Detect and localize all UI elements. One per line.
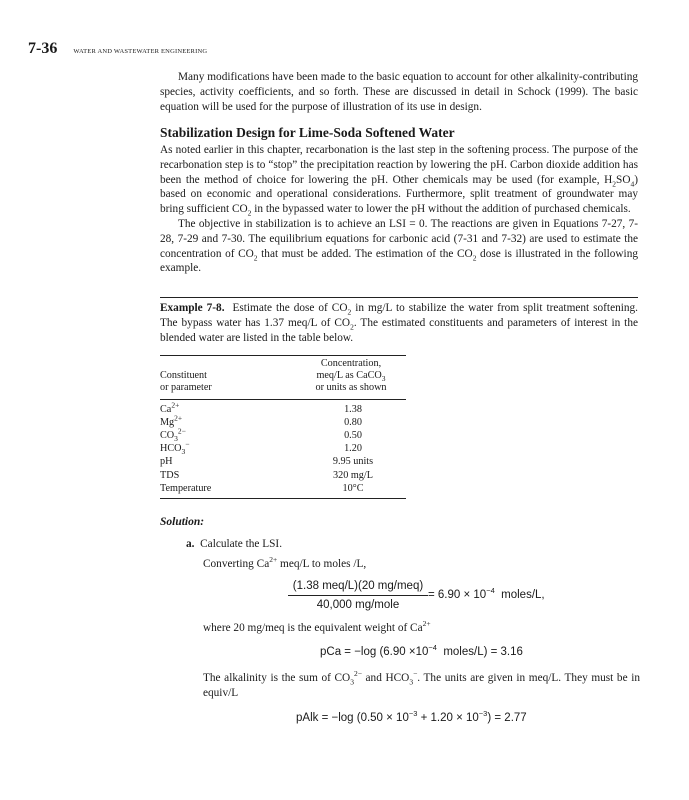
palk-equation: pAlk = −log $(0.50 \times 10^{-3} + 1.20 \times 10^{-3}) = 2.77$ bbox=[296, 709, 527, 724]
constituent-cell: pH bbox=[160, 456, 173, 468]
constituent-cell: TDS bbox=[160, 469, 180, 481]
example-paragraph: Example 7-8. Estimate the dose of $CO_2$ in mg/L to stabilize the water from split treatment softening. The bypass water has 1.37 meq/L of $CO_2$. The estimated constituents and parameters of interest in the blended water are listed in the table below. bbox=[160, 302, 638, 344]
converting-text: Converting $Ca^{2+}$ meq/L to moles /L, bbox=[203, 555, 367, 570]
constituent-cell: $Mg^{2+}$ bbox=[160, 413, 183, 428]
constituent-cell: $HCO_3^-$ bbox=[160, 439, 190, 457]
conversion-fraction bbox=[288, 580, 428, 611]
table-header bbox=[160, 358, 406, 395]
value-cell: 320 mg/L bbox=[333, 469, 373, 481]
table-row bbox=[160, 400, 406, 416]
section-heading: Stabilization Design for Lime-Soda Softened Water bbox=[160, 125, 455, 140]
fraction-result: = $6.90 \times 10^{-4}$ moles/L, bbox=[428, 586, 545, 601]
constituent-cell: Temperature bbox=[160, 482, 212, 494]
section-paragraph-1: As noted earlier in this chapter, recarbonation is the last step in the softening process. The purpose of the recarbonation step is to “stop” the precipitation reaction by lowering the pH. Carbon dioxide addition has been the method of choice for lowering the pH. Other chemicals may be used (for example, $H_2SO_4$) based on economic and operational considerations. Furthermore, split treatment of groundwater may bring sufficient $CO_2$ in the bypassed water to lower the pH without the addition of purchased chemicals. bbox=[160, 144, 638, 218]
value-cell: 1.38 bbox=[344, 403, 362, 415]
constituent-cell: $Ca^{2+}$ bbox=[160, 400, 180, 415]
constituents-table bbox=[160, 355, 406, 499]
solution-label: Solution: bbox=[160, 516, 205, 528]
table-row bbox=[160, 455, 406, 468]
section-paragraph-2: The objective in stabilization is to achieve an LSI = 0. The reactions are given in Equations 7-27, 7-28, 7-29 and 7-30. The equilibrium equations for carbonic acid (7-31 and 7-32) are used to estimate the concentration of $CO_2$ that must be added. The estimation of the $CO_2$ dose is illustrated in the following example. bbox=[160, 218, 638, 275]
table-row bbox=[160, 439, 406, 457]
col-header-constituent: Constituent or parameter bbox=[160, 370, 212, 394]
col-header-concentration: Concentration, meq/L as CaCO$_3$ or units as shown bbox=[315, 358, 387, 394]
pca-equation: pCa = −log ($6.90 \times 10^{-4}$ moles/L) = 3.16 bbox=[320, 643, 523, 658]
table-body bbox=[160, 400, 406, 498]
table-row bbox=[160, 413, 406, 429]
table-bottom-rule bbox=[160, 498, 406, 499]
intro-paragraph: Many modifications have been made to the basic equation to account for other alkalinity-contributing species, activity coefficients, and so forth. These are discussed in detail in Schock (1999). The basic equation will be used for the purpose of illustration of its use in design. bbox=[160, 71, 638, 113]
alkalinity-text: The alkalinity is the sum of $CO_3^{2-}$ and $HCO_3^-$. The units are given in meq/L. They must be in equiv/L bbox=[203, 669, 640, 699]
table-row bbox=[160, 469, 406, 482]
page-header bbox=[28, 40, 207, 58]
example-top-rule bbox=[160, 297, 638, 298]
value-cell: 1.20 bbox=[344, 443, 362, 455]
fraction-numerator: (1.38 meq/L)(20 mg/meq) bbox=[288, 580, 428, 596]
value-cell: 10°C bbox=[342, 482, 364, 494]
running-title: WATER AND WASTEWATER ENGINEERING bbox=[73, 48, 208, 55]
example-label: Example 7-8. bbox=[160, 302, 225, 314]
step-a: a. Calculate the LSI. bbox=[186, 538, 283, 550]
table-row bbox=[160, 482, 406, 495]
value-cell: 9.95 units bbox=[332, 456, 374, 468]
table-top-rule bbox=[160, 355, 406, 356]
value-cell: 0.80 bbox=[344, 416, 362, 428]
value-cell: 0.50 bbox=[344, 430, 362, 442]
constituent-cell: $CO_3^{2-}$ bbox=[160, 426, 186, 444]
table-row bbox=[160, 426, 406, 444]
where-text: where 20 mg/meq is the equivalent weight of $Ca^{2+}$ bbox=[203, 619, 431, 634]
fraction-denominator: 40,000 mg/mole bbox=[316, 599, 400, 611]
page-number: 7-36 bbox=[28, 40, 58, 57]
